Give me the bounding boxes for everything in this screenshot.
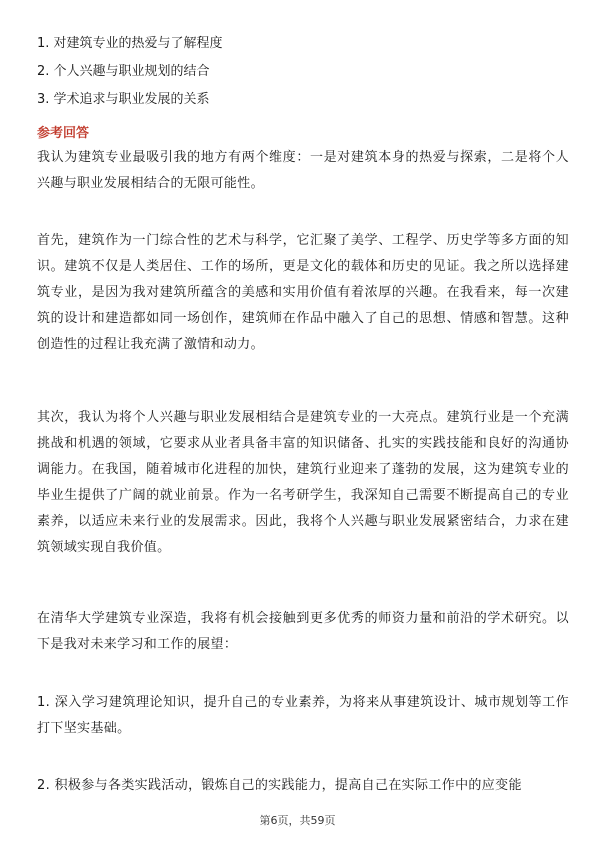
paragraph-outlook: 在清华大学建筑专业深造，我将有机会接触到更多优秀的师资力量和前沿的学术研究。以下是我对未来学习和工作的展望： <box>37 611 569 652</box>
answer-heading: 参考回答 <box>37 126 90 141</box>
paragraph-intro: 我认为建筑专业最吸引我的地方有两个维度：一是对建筑本身的热爱与探索，二是将个人兴趣与职业发展相结合的无限可能性。 <box>37 150 569 191</box>
plan-item-2: 2. 积极参与各类实践活动，锻炼自己的实践能力，提高自己在实际工作中的应变能 <box>37 778 522 793</box>
paragraph-second: 其次，我认为将个人兴趣与职业发展相结合是建筑专业的一大亮点。建筑行业是一个充满挑战和机遇的领域，它要求从业者具备丰富的知识储备、扎实的实践技能和良好的沟通协调能力。在我国，随着城市化进程的加快，建筑行业迎来了蓬勃的发展，这为建筑专业的毕业生提供了广阔的就业前景。作为一名考研学生，我深知自己需要不断提高自己的专业素养，以适应未来行业的发展需求。因此，我将个人兴趣与职业发展紧密结合，力求在建筑领域实现自我价值。 <box>37 410 569 555</box>
paragraph-first: 首先，建筑作为一门综合性的艺术与科学，它汇聚了美学、工程学、历史学等多方面的知识。建筑不仅是人类居住、工作的场所，更是文化的载体和历史的见证。我之所以选择建筑专业，是因为我对建筑所蕴含的美感和实用价值有着浓厚的兴趣。在我看来，每一次建筑的设计和建造都如同一场创作，建筑师在作品中融入了自己的思想、情感和智慧。这种创造性的过程让我充满了激情和动力。 <box>37 233 569 352</box>
topic-item-2: 2. 个人兴趣与职业规划的结合 <box>37 64 210 79</box>
plan-item-1: 1. 深入学习建筑理论知识，提升自己的专业素养，为将来从事建筑设计、城市规划等工作打下坚实基础。 <box>37 695 569 736</box>
page-number: 第6页，共59页 <box>259 814 336 827</box>
topic-item-1: 1. 对建筑专业的热爱与了解程度 <box>37 36 223 51</box>
topic-item-3: 3. 学术追求与职业发展的关系 <box>37 92 210 107</box>
